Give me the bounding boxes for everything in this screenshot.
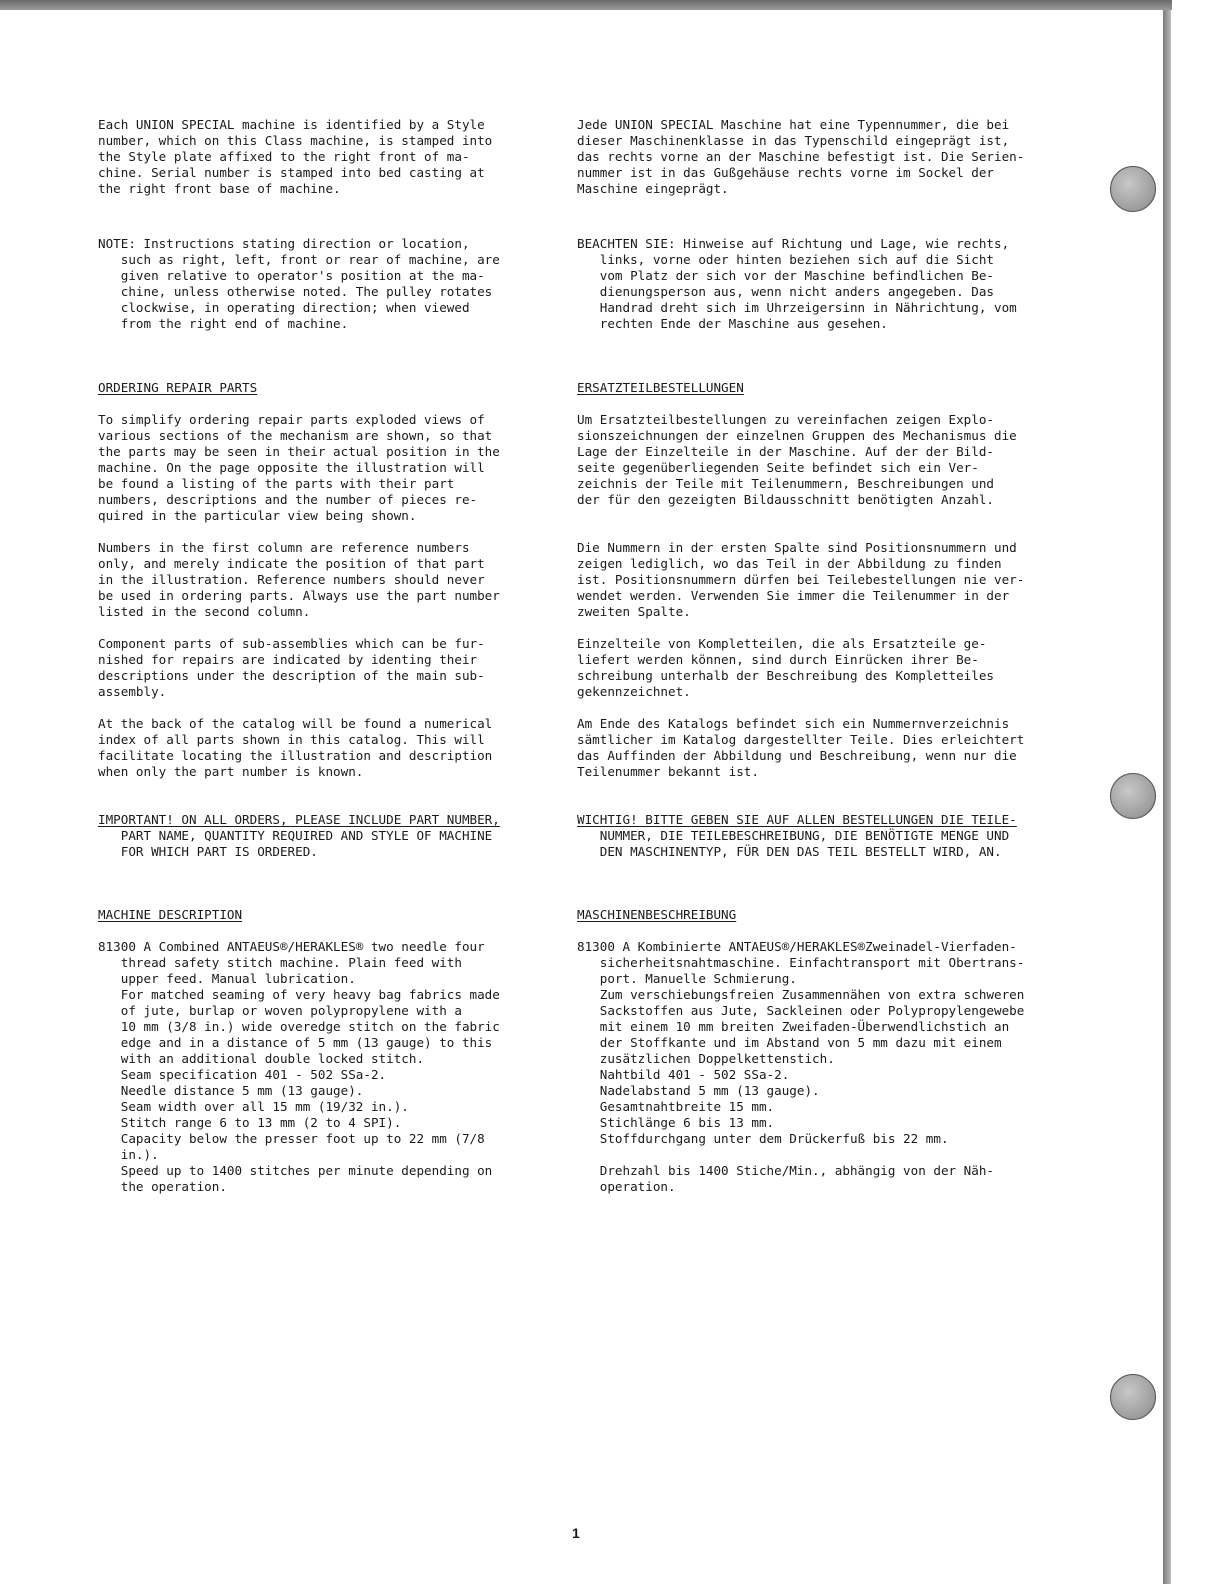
ersatzteil-paragraph-3: Einzelteile von Kompletteilen, die als Ersatzteile ge- liefert werden können, sind durch Einrücken ihrer Be- schreibung unterhalb der Beschreibung des Kompletteiles gekennzeichnet. <box>577 636 995 699</box>
wichtig-notice-heading: WICHTIG! BITTE GEBEN SIE AUF ALLEN BESTELLUNGEN DIE TEILE- <box>577 812 1017 827</box>
maschinenbeschreibung-heading: MASCHINENBESCHREIBUNG <box>577 907 737 922</box>
machine-description: 81300 A Combined ANTAEUS®/HERAKLES® two needle four thread safety stitch machine. Plain feed with upper feed. Manual lubrication. For matched seaming of very heavy bag fabrics made of jute, burlap or woven polypropylene with a 10 mm (3/8 in.) wide overedge stitch on the fabric edge and in a distance of 5 mm (13 gauge) to this with an additional double locked stitch. Seam specification 401 - 502 SSa-2. Needle distance 5 mm (13 gauge). Seam width over all 15 mm (19/32 in.). Stitch range 6 to 13 mm (2 to 4 SPI). Capacity below the presser foot up to 22 mm (7/8 in.). Speed up to 1400 stitches per minute depending on the operation. <box>98 939 500 1194</box>
ordering-paragraph-3: Component parts of sub-assemblies which can be fur- nished for repairs are indicated by identing their descriptions under the description of the main sub- assembly. <box>98 636 485 699</box>
ersatzteil-paragraph-4: Am Ende des Katalogs befindet sich ein Nummernverzeichnis sämtlicher im Katalog dargestellter Teile. Dies erleichtert das Auffinden der Abbildung und Beschreibung, wenn nur die Teilenummer bekannt ist. <box>577 716 1025 779</box>
important-notice-body: PART NAME, QUANTITY REQUIRED AND STYLE OF MACHINE FOR WHICH PART IS ORDERED. <box>120 828 493 859</box>
note-paragraph: NOTE: Instructions stating direction or location, such as right, left, front or rear of machine, are given relative to operator's position at the ma- chine, unless otherwise noted. The pulley rotates clockwise, in operating direction; when viewed from the right end of machine. <box>98 236 500 331</box>
ordering-paragraph-2: Numbers in the first column are reference numbers only, and merely indicate the position of that part in the illustration. Reference numbers should never be used in ordering parts. Always use the part number listed in the second column. <box>98 540 500 619</box>
ordering-paragraph-1: To simplify ordering repair parts exploded views of various sections of the mechanism are shown, so that the parts may be seen in their actual position in the machine. On the page opposite the illustration will be found a listing of the parts with their part numbers, descriptions and the number of pieces re- quired in the particular view being shown. <box>98 412 500 523</box>
scan-binding-edge <box>1163 10 1171 1584</box>
ersatzteil-heading: ERSATZTEILBESTELLUNGEN <box>577 380 744 395</box>
punch-hole-top <box>1110 166 1156 212</box>
wichtig-notice-body: NUMMER, DIE TEILEBESCHREIBUNG, DIE BENÖTIGTE MENGE UND DEN MASCHINENTYP, FÜR DEN DAS TEIL BESTELLT WIRD, AN. <box>599 828 1010 859</box>
beachten-paragraph: BEACHTEN SIE: Hinweise auf Richtung und Lage, wie rechts, links, vorne oder hinten beziehen sich auf die Sicht vom Platz der sich vor der Maschine befindlichen Be- dienungsperson aus, wenn nicht anders angegeben. Das Handrad dreht sich im Uhrzeigersinn in Nährichtung, vom rechten Ende der Maschine aus gesehen. <box>577 236 1017 331</box>
ersatzteil-paragraph-1: Um Ersatzteilbestellungen zu vereinfachen zeigen Explo- sionszeichnungen der einzelnen Gruppen des Mechanismus die Lage der Einzelteile in der Maschine. Auf der der Bild- seite gegenüberliegenden Seite befindet sich ein Ver- zeichnis der Teile mit Teilenummern, Beschreibungen und der für den gezeigten Bildausschnitt benötigten Anzahl. <box>577 412 1017 507</box>
important-notice-heading: IMPORTANT! ON ALL ORDERS, PLEASE INCLUDE PART NUMBER, <box>98 812 500 827</box>
style-number-paragraph: Each UNION SPECIAL machine is identified by a Style number, which on this Class machine, is stamped into the Style plate affixed to the right front of ma- chine. Serial number is stamped into bed casting at the right front base of machine. <box>98 117 493 196</box>
ordering-heading: ORDERING REPAIR PARTS <box>98 380 258 395</box>
scan-top-edge <box>0 0 1172 10</box>
maschinenbeschreibung: 81300 A Kombinierte ANTAEUS®/HERAKLES®Zweinadel-Vierfaden- sicherheitsnahtmaschine. Einfachtransport mit Obertrans- port. Manuelle Schmierung. Zum verschiebungsfreien Zusammennähen von extra schweren Sackstoffen aus Jute, Sackleinen oder Polypropylengewebe mit einem 10 mm breiten Zweifaden-Überwendlichstich an der Stoffkante und im Abstand von 5 mm dazu mit einem zusätzlichen Doppelkettenstich. Nahtbild 401 - 502 SSa-2. Nadelabstand 5 mm (13 gauge). Gesamtnahtbreite 15 mm. Stichlänge 6 bis 13 mm. Stoffdurchgang unter dem Drückerfuß bis 22 mm. Drehzahl bis 1400 Stiche/Min., abhängig von der Näh- operation. <box>577 939 1025 1194</box>
ordering-paragraph-4: At the back of the catalog will be found a numerical index of all parts shown in this catalog. This will facilitate locating the illustration and description when only the part number is known. <box>98 716 493 779</box>
page-number: 1 <box>572 1525 580 1541</box>
machine-description-heading: MACHINE DESCRIPTION <box>98 907 243 922</box>
typennummer-paragraph: Jede UNION SPECIAL Maschine hat eine Typennummer, die bei dieser Maschinenklasse in das Typenschild eingeprägt ist, das rechts vorne an der Maschine befestigt ist. Die Serien- nummer ist in das Gußgehäuse rechts vorne im Sockel der Maschine eingeprägt. <box>577 117 1025 196</box>
ersatzteil-paragraph-2: Die Nummern in der ersten Spalte sind Positionsnummern und zeigen lediglich, wo das Teil in der Abbildung zu finden ist. Positionsnummern dürfen bei Teilebestellungen nie ver- wendet werden. Verwenden Sie immer die Teilenummer in der zweiten Spalte. <box>577 540 1025 619</box>
punch-hole-middle <box>1110 773 1156 819</box>
punch-hole-bottom <box>1110 1374 1156 1420</box>
